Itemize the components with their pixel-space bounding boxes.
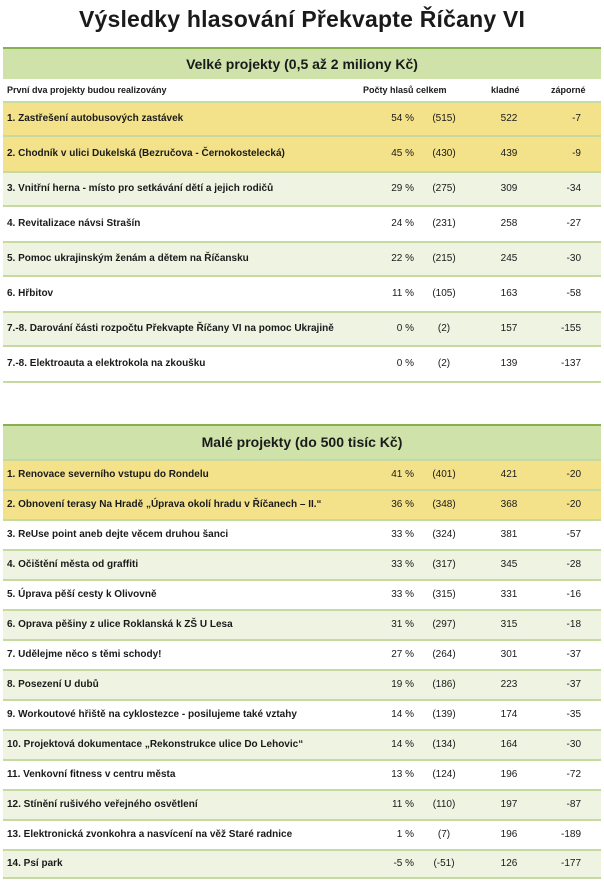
negative-votes: -20 <box>566 469 581 480</box>
positive-votes: 223 <box>500 679 518 690</box>
project-name: 7.-8. Elektroauta a elektrokola na zkoušku <box>7 358 206 369</box>
positive-votes: 174 <box>500 709 518 720</box>
vote-percentage: 41 % <box>391 469 414 480</box>
vote-total: (401) <box>432 469 456 480</box>
positive-votes: 196 <box>500 769 518 780</box>
vote-percentage: 14 % <box>391 709 414 720</box>
positive-votes: 522 <box>500 113 518 124</box>
vote-total: (317) <box>432 559 456 570</box>
vote-percentage: 45 % <box>391 148 414 159</box>
votes-total-header: Počty hlasů celkem <box>363 85 447 95</box>
project-name: 7. Udělejme něco s těmi schody! <box>7 649 162 660</box>
negative-votes: -16 <box>566 589 581 600</box>
vote-total: (186) <box>432 679 456 690</box>
vote-total: (134) <box>432 739 456 750</box>
positive-votes: 439 <box>500 148 518 159</box>
negative-votes: -37 <box>566 649 581 660</box>
table-row <box>3 521 601 551</box>
project-name: 1. Renovace severního vstupu do Rondelu <box>7 469 209 480</box>
vote-total: (515) <box>432 113 456 124</box>
negative-votes: -72 <box>566 769 581 780</box>
table-row <box>3 347 601 383</box>
positive-votes: 421 <box>500 469 518 480</box>
vote-total: (110) <box>432 799 456 810</box>
table-row <box>3 137 601 173</box>
positive-votes: 301 <box>500 649 518 660</box>
vote-percentage: 24 % <box>391 218 414 229</box>
project-name: 9. Workoutové hřiště na cyklostezce - posilujeme také vztahy <box>7 709 297 720</box>
table-row <box>3 611 601 641</box>
vote-percentage: 33 % <box>391 559 414 570</box>
project-name: 7.-8. Darování části rozpočtu Překvapte Říčany VI na pomoc Ukrajině <box>7 323 334 334</box>
negative-votes: -35 <box>566 709 581 720</box>
table-row <box>3 551 601 581</box>
negative-votes: -27 <box>566 218 581 229</box>
vote-total: (264) <box>432 649 456 660</box>
table-row <box>3 103 601 137</box>
negative-votes: -30 <box>566 739 581 750</box>
positive-votes: 197 <box>500 799 518 810</box>
positive-votes: 157 <box>500 323 518 334</box>
vote-total: (231) <box>432 218 456 229</box>
negative-votes: -34 <box>566 183 581 194</box>
project-name: 13. Elektronická zvonkohra a nasvícení na věž Staré radnice <box>7 829 293 840</box>
positive-votes: 345 <box>500 559 518 570</box>
project-name: 10. Projektová dokumentace „Rekonstrukce ulice Do Lehovic“ <box>7 739 304 750</box>
negative-votes: -137 <box>560 358 581 369</box>
positive-votes: 381 <box>500 529 518 540</box>
vote-total: (324) <box>432 529 456 540</box>
positive-votes: 126 <box>500 858 518 869</box>
vote-total: (139) <box>432 709 456 720</box>
project-name: 5. Úprava pěší cesty k Olivovně <box>7 589 157 600</box>
table-row <box>3 671 601 701</box>
vote-percentage: 0 % <box>396 323 414 334</box>
positive-votes: 164 <box>500 739 518 750</box>
section-gap <box>3 384 601 424</box>
large-projects-column-header <box>3 79 601 103</box>
vote-total: (348) <box>432 499 456 510</box>
vote-total: (215) <box>432 253 456 264</box>
page-title: Výsledky hlasování Překvapte Říčany VI <box>78 6 526 32</box>
vote-total: (7) <box>437 829 451 840</box>
project-name: 12. Stínění rušivého veřejného osvětlení <box>7 799 198 810</box>
vote-total: (2) <box>437 358 451 369</box>
negative-votes: -9 <box>572 148 581 159</box>
positive-votes: 245 <box>500 253 518 264</box>
project-name: 5. Pomoc ukrajinským ženám a dětem na Říčansku <box>7 253 249 264</box>
vote-percentage: 54 % <box>391 113 414 124</box>
positive-votes: 258 <box>500 218 518 229</box>
negative-votes: -189 <box>560 829 581 840</box>
negative-votes: -18 <box>566 619 581 630</box>
positive-votes: 139 <box>500 358 518 369</box>
project-name: 1. Zastřešení autobusových zastávek <box>7 113 184 124</box>
table-row <box>3 313 601 347</box>
vote-percentage: 1 % <box>396 829 414 840</box>
negative-votes: -37 <box>566 679 581 690</box>
positive-votes: 309 <box>500 183 518 194</box>
large-projects-heading: Velké projekty (0,5 až 2 miliony Kč) <box>3 47 601 79</box>
positive-votes: 196 <box>500 829 518 840</box>
vote-percentage: 13 % <box>391 769 414 780</box>
project-name: 2. Obnovení terasy Na Hradě „Úprava okolí hradu v Říčanech – II.“ <box>7 499 322 510</box>
vote-percentage: 0 % <box>396 358 414 369</box>
vote-total: (2) <box>437 323 451 334</box>
small-projects-heading: Malé projekty (do 500 tisíc Kč) <box>3 424 601 459</box>
vote-percentage: 11 % <box>391 799 414 810</box>
table-row <box>3 821 601 851</box>
negative-votes-header: záporné <box>551 85 586 95</box>
negative-votes: -58 <box>566 288 581 299</box>
positive-votes-header: kladné <box>491 85 520 95</box>
vote-total: (430) <box>432 148 456 159</box>
negative-votes: -155 <box>560 323 581 334</box>
vote-total: (105) <box>432 288 456 299</box>
table-row <box>3 641 601 671</box>
project-name: 4. Revitalizace návsi Strašín <box>7 218 141 229</box>
negative-votes: -30 <box>566 253 581 264</box>
table-row <box>3 731 601 761</box>
vote-total: (297) <box>432 619 456 630</box>
large-projects-section <box>3 47 601 383</box>
table-row <box>3 701 601 731</box>
positive-votes: 315 <box>500 619 518 630</box>
project-name: 6. Oprava pěšiny z ulice Roklanská k ZŠ U Lesa <box>7 619 233 630</box>
table-row <box>3 461 601 491</box>
negative-votes: -87 <box>566 799 581 810</box>
winners-note: První dva projekty budou realizovány <box>7 85 167 95</box>
negative-votes: -28 <box>566 559 581 570</box>
vote-percentage: 29 % <box>391 183 414 194</box>
project-name: 14. Psí park <box>7 858 63 869</box>
vote-percentage: 14 % <box>391 739 414 750</box>
vote-percentage: -5 % <box>393 858 414 869</box>
table-row <box>3 581 601 611</box>
vote-percentage: 11 % <box>391 288 414 299</box>
negative-votes: -20 <box>566 499 581 510</box>
positive-votes: 331 <box>500 589 518 600</box>
vote-percentage: 33 % <box>391 529 414 540</box>
table-row <box>3 761 601 791</box>
small-projects-section <box>3 424 601 879</box>
vote-percentage: 33 % <box>391 589 414 600</box>
vote-percentage: 22 % <box>391 253 414 264</box>
project-name: 4. Očištění města od graffiti <box>7 559 139 570</box>
project-name: 6. Hřbitov <box>7 288 54 299</box>
negative-votes: -177 <box>560 858 581 869</box>
table-row <box>3 173 601 207</box>
project-name: 11. Venkovní fitness v centru města <box>7 769 176 780</box>
vote-total: (-51) <box>433 858 455 869</box>
vote-percentage: 31 % <box>391 619 414 630</box>
table-row <box>3 243 601 277</box>
vote-total: (124) <box>432 769 456 780</box>
vote-total: (315) <box>432 589 456 600</box>
positive-votes: 163 <box>500 288 518 299</box>
project-name: 3. ReUse point aneb dejte věcem druhou šanci <box>7 529 229 540</box>
table-row <box>3 791 601 821</box>
project-name: 2. Chodník v ulici Dukelská (Bezručova - Černokostelecká) <box>7 148 285 159</box>
vote-total: (275) <box>432 183 456 194</box>
table-row <box>3 207 601 243</box>
table-row <box>3 851 601 879</box>
vote-percentage: 36 % <box>391 499 414 510</box>
vote-percentage: 19 % <box>391 679 414 690</box>
table-row <box>3 491 601 521</box>
negative-votes: -57 <box>566 529 581 540</box>
positive-votes: 368 <box>500 499 518 510</box>
project-name: 8. Posezení U dubů <box>7 679 99 690</box>
negative-votes: -7 <box>572 113 581 124</box>
table-row <box>3 277 601 313</box>
project-name: 3. Vnitřní herna - místo pro setkávání dětí a jejich rodičů <box>7 183 274 194</box>
vote-percentage: 27 % <box>391 649 414 660</box>
